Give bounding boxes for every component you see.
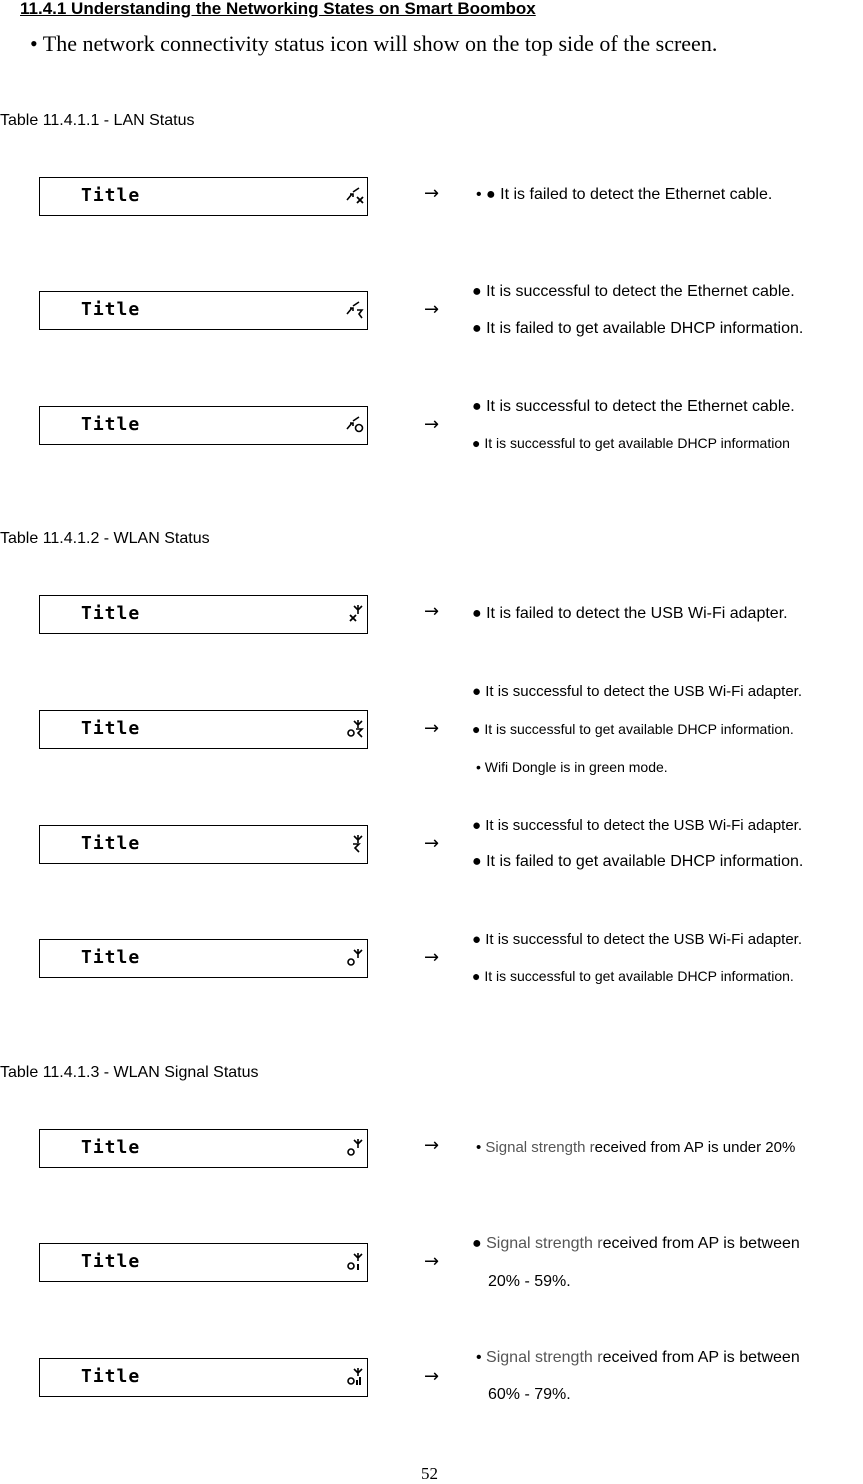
screen-title: Title: [81, 1366, 141, 1387]
screen-signal-under-20: [39, 1129, 368, 1168]
arrow: →: [424, 718, 440, 739]
table-caption-wlan: Table 11.4.1.2 - WLAN Status: [0, 530, 210, 547]
wlan-status-2-line-2: ● It is successful to get available DHCP information.: [472, 721, 794, 737]
arrow: →: [424, 601, 440, 622]
screen-title: Title: [81, 833, 141, 854]
screen-wlan-green-mode: [39, 710, 368, 749]
signal-strength-label: Signal strength r: [486, 1235, 603, 1252]
signal-60-79-icon: [345, 1367, 365, 1387]
screen-wlan-dhcp-fail: [39, 825, 368, 864]
arrow: →: [424, 299, 440, 320]
arrow: →: [424, 183, 440, 204]
wlan-adapter-fail-icon: [345, 604, 365, 624]
screen-title: Title: [81, 1251, 141, 1272]
screen-title: Title: [81, 603, 141, 624]
wlan-status-1-line-1: ● It is failed to detect the USB Wi-Fi adapter.: [472, 605, 788, 622]
wlan-connected-icon: [345, 948, 365, 968]
screen-title: Title: [81, 185, 141, 206]
wlan-status-3-line-1: ● It is successful to detect the USB Wi-Fi adapter.: [472, 817, 803, 834]
lan-status-2-line-1: ● It is successful to detect the Ethernet cable.: [472, 283, 795, 300]
screen-title: Title: [81, 299, 141, 320]
arrow: →: [424, 414, 440, 435]
screen-title: Title: [81, 947, 141, 968]
lan-status-3-line-2: ● It is successful to get available DHCP information: [472, 435, 790, 451]
arrow: →: [424, 833, 440, 854]
screen-wlan-adapter-fail: [39, 595, 368, 634]
screen-wlan-connected: [39, 939, 368, 978]
signal-status-3-line-2: 60% - 79%.: [488, 1386, 571, 1403]
bullet: •: [476, 1349, 487, 1366]
bullet: ●: [472, 1235, 487, 1252]
wlan-status-2-line-3: • Wifi Dongle is in green mode.: [476, 759, 668, 775]
bullet: •: [476, 1139, 486, 1156]
wlan-status-2-line-1: ● It is successful to detect the USB Wi-Fi adapter.: [472, 683, 803, 700]
screen-lan-cable-fail: [39, 177, 368, 216]
screen-signal-20-59: [39, 1243, 368, 1282]
signal-status-2-line-2: 20% - 59%.: [488, 1273, 571, 1290]
section-heading: 11.4.1 Understanding the Networking States on Smart Boombox: [20, 0, 536, 18]
screen-title: Title: [81, 1137, 141, 1158]
wlan-status-4-line-2: ● It is successful to get available DHCP information.: [472, 968, 794, 984]
signal-under-20-icon: [345, 1138, 365, 1158]
wlan-status-4-line-1: ● It is successful to detect the USB Wi-Fi adapter.: [472, 931, 803, 948]
wlan-status-3-line-2: ● It is failed to get available DHCP information.: [472, 853, 804, 870]
intro-text: • The network connectivity status icon will show on the top side of the screen.: [30, 31, 718, 56]
arrow: →: [424, 1135, 440, 1156]
signal-status-2-line-1: [472, 1235, 800, 1253]
lan-connected-icon: [345, 415, 365, 435]
arrow: →: [424, 1251, 440, 1272]
screen-signal-60-79: [39, 1358, 368, 1397]
page-number: 52: [421, 1464, 438, 1483]
lan-dhcp-fail-icon: [345, 300, 365, 320]
screen-lan-dhcp-fail: [39, 291, 368, 330]
screen-lan-connected: [39, 406, 368, 445]
screen-title: Title: [81, 414, 141, 435]
screen-title: Title: [81, 718, 141, 739]
table-caption-wlan-signal: Table 11.4.1.3 - WLAN Signal Status: [0, 1064, 259, 1081]
wlan-green-mode-icon: [345, 719, 365, 739]
signal-20-59-icon: [345, 1252, 365, 1272]
signal-strength-label: Signal strength r: [486, 1349, 603, 1366]
table-caption-lan: Table 11.4.1.1 - LAN Status: [0, 112, 195, 129]
signal-description: eceived from AP is between: [602, 1349, 800, 1366]
lan-status-2-line-2: ● It is failed to get available DHCP information.: [472, 320, 804, 337]
signal-description: eceived from AP is between: [602, 1235, 800, 1252]
lan-status-1-line-1: • ● It is failed to detect the Ethernet cable.: [476, 186, 773, 203]
signal-description: eceived from AP is under 20%: [594, 1139, 796, 1156]
signal-status-1-line-1: [476, 1139, 795, 1156]
arrow: →: [424, 1366, 440, 1387]
signal-strength-label: Signal strength r: [485, 1139, 595, 1156]
lan-status-3-line-1: ● It is successful to detect the Ethernet cable.: [472, 398, 795, 415]
signal-status-3-line-1: [476, 1349, 800, 1367]
wlan-dhcp-fail-icon: [345, 834, 365, 854]
lan-cable-fail-icon: [345, 186, 365, 206]
arrow: →: [424, 947, 440, 968]
